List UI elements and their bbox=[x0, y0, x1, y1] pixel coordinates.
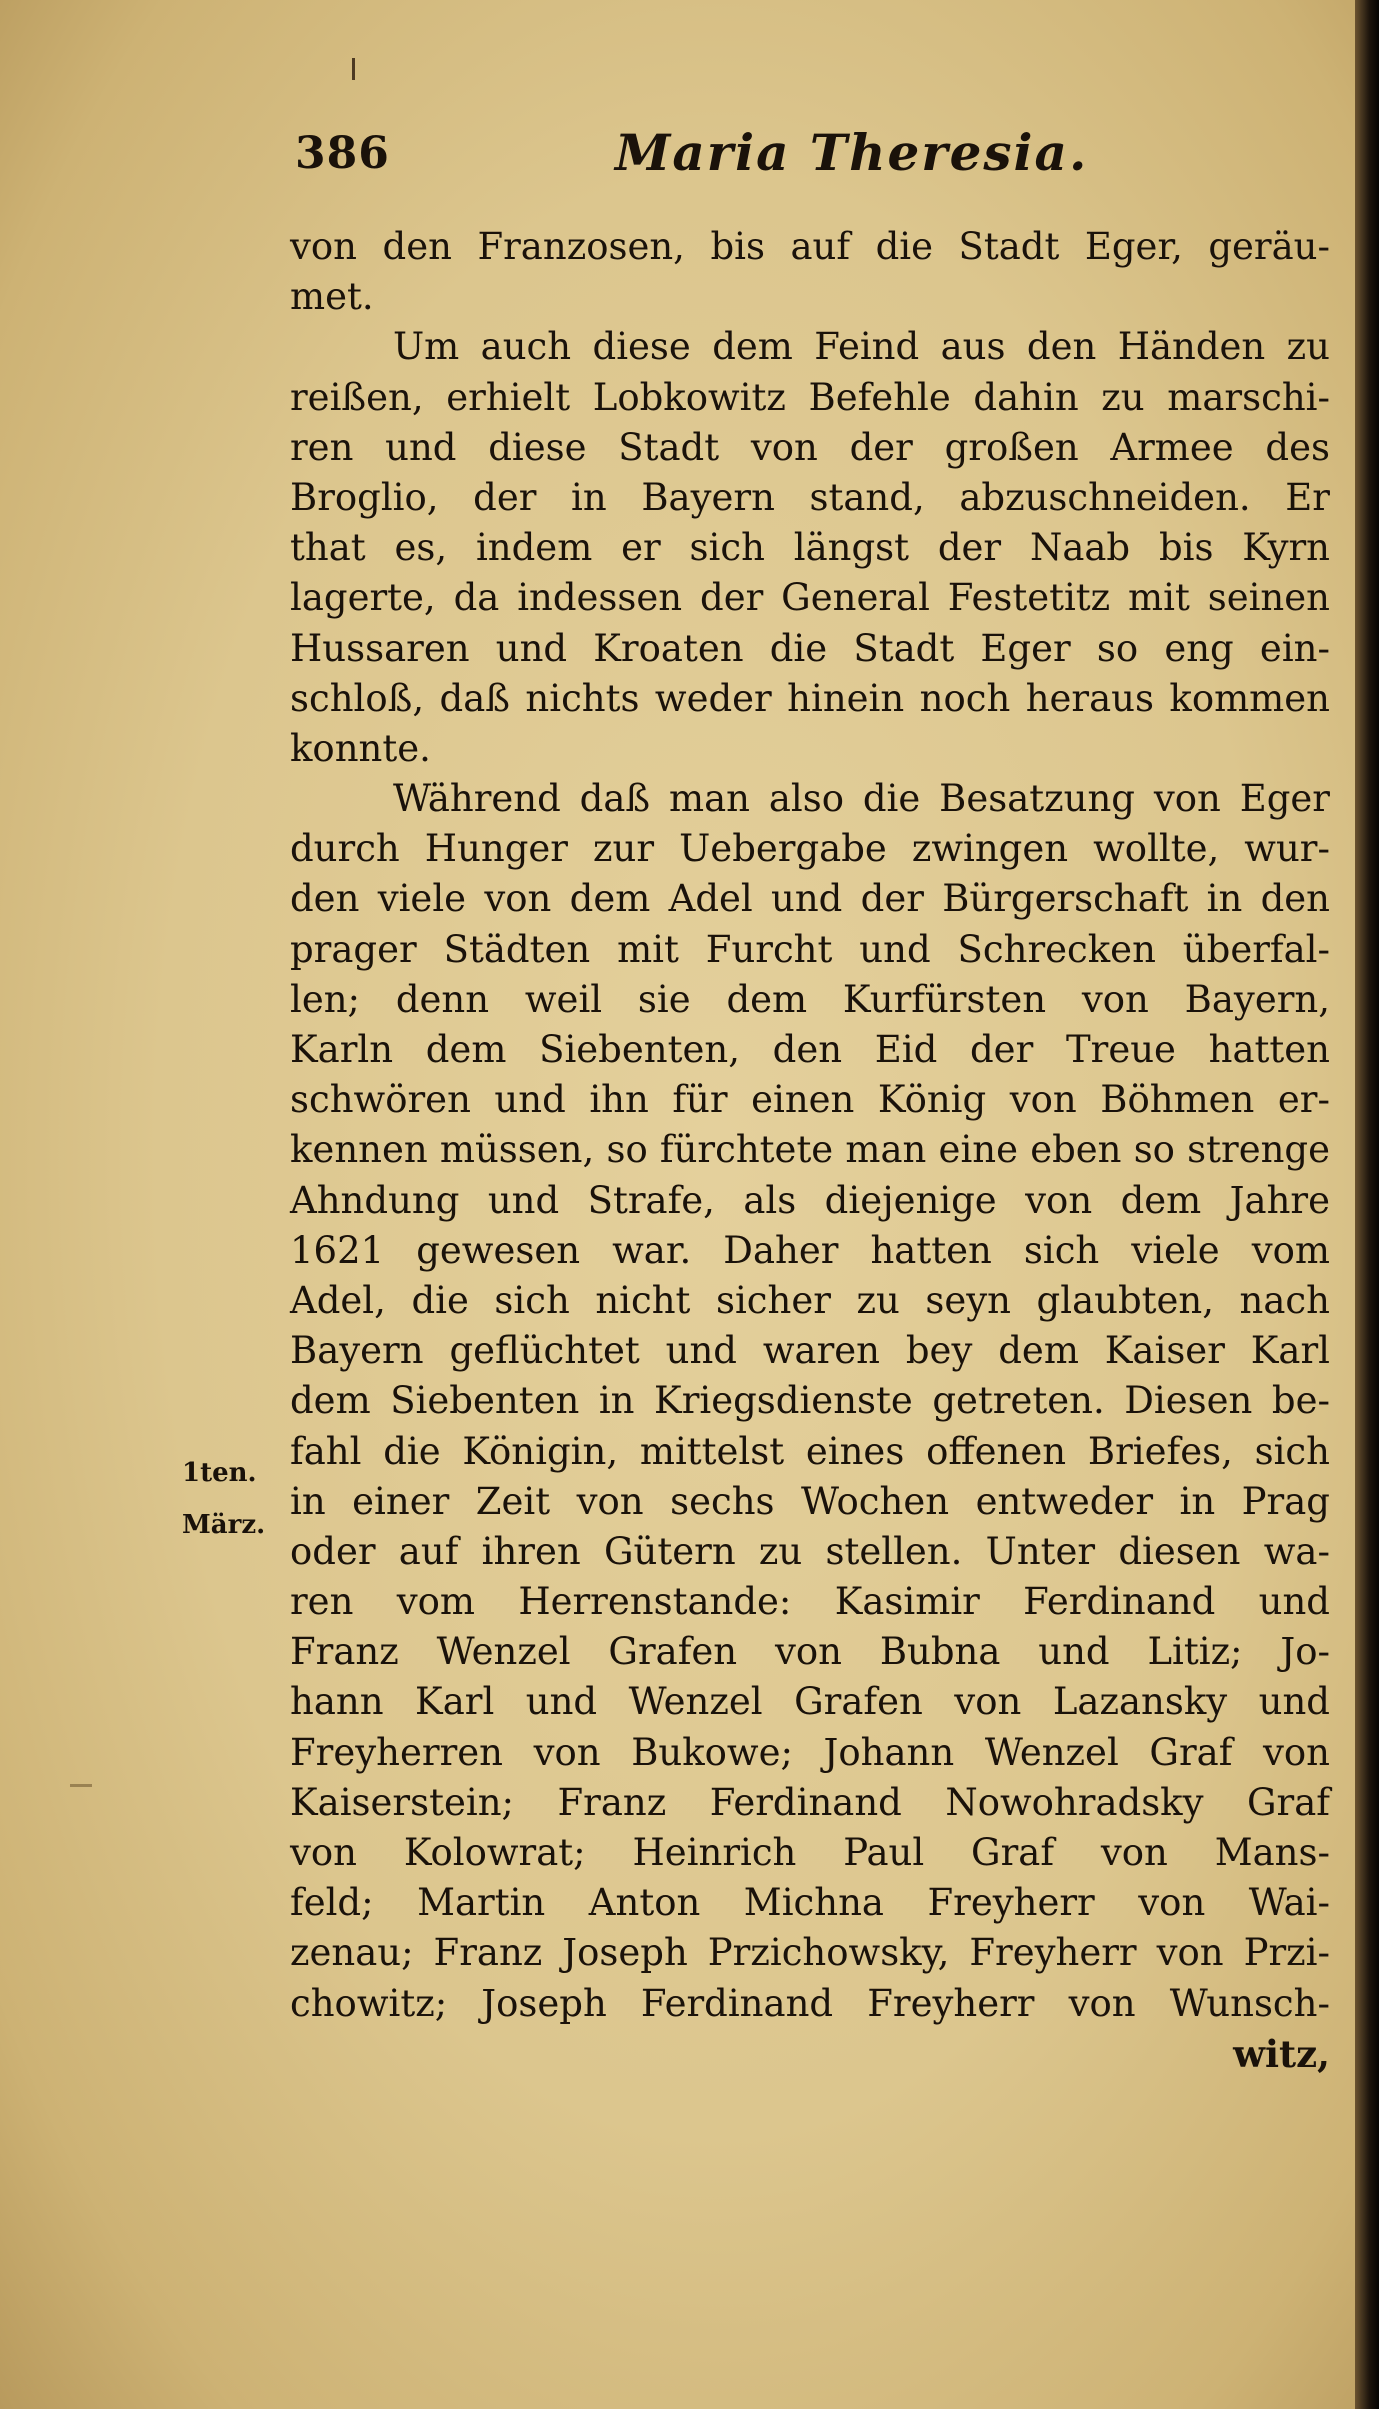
text-line: Karln dem Siebenten, den Eid der Treue hatten bbox=[290, 1028, 1330, 1071]
marginal-note-month: März. bbox=[182, 1510, 266, 1540]
text-line: met. bbox=[290, 275, 374, 319]
text-line: Franz Wenzel Grafen von Bubna und Litiz; Jo- bbox=[290, 1630, 1330, 1674]
text-line: hann Karl und Wenzel Grafen von Lazansky und bbox=[290, 1680, 1330, 1724]
text-line: 1621 gewesen war. Daher hatten sich viele vom bbox=[290, 1228, 1330, 1272]
text-line: Freyherren von Bukowe; Johann Wenzel Graf von bbox=[290, 1730, 1330, 1774]
text-line: reißen, erhielt Lobkowitz Befehle dahin zu marschi- bbox=[290, 375, 1330, 419]
text-line: Kaiserstein; Franz Ferdinand Nowohradsky Graf bbox=[290, 1780, 1330, 1824]
text-line: schloß, daß nichts weder hinein noch heraus kommen bbox=[290, 676, 1330, 720]
text-line: von Kolowrat; Heinrich Paul Graf von Mans- bbox=[290, 1831, 1330, 1874]
running-title: Maria Theresia. bbox=[615, 123, 1089, 182]
text-line: feld; Martin Anton Michna Freyherr von Wai- bbox=[290, 1881, 1330, 1925]
text-line: Hussaren und Kroaten die Stadt Eger so eng ein- bbox=[290, 626, 1330, 670]
text-line: durch Hunger zur Uebergabe zwingen wollte, wur- bbox=[290, 827, 1330, 871]
catchword: witz, bbox=[1233, 2031, 1330, 2076]
ink-mark bbox=[352, 58, 355, 80]
text-line: ren und diese Stadt von der großen Armee des bbox=[290, 425, 1330, 469]
text-line: oder auf ihren Gütern zu stellen. Unter diesen wa- bbox=[290, 1529, 1330, 1573]
text-line: Bayern geflüchtet und waren bey dem Kaiser Karl bbox=[290, 1329, 1330, 1373]
body-text bbox=[290, 222, 1330, 2079]
text-line: dem Siebenten in Kriegsdienste getreten. Diesen be- bbox=[290, 1379, 1330, 1423]
margin-mark bbox=[70, 1784, 92, 1787]
text-line: kennen müssen, so fürchtete man eine eben so strenge bbox=[290, 1128, 1330, 1172]
book-spine-shadow bbox=[1355, 0, 1379, 2409]
page-number: 386 bbox=[295, 128, 390, 179]
text-line: Während daß man also die Besatzung von Eger bbox=[393, 777, 1330, 821]
text-line: lagerte, da indessen der General Festetitz mit seinen bbox=[290, 576, 1330, 620]
text-line: schwören und ihn für einen König von Böhmen er- bbox=[290, 1078, 1330, 1122]
text-line: len; denn weil sie dem Kurfürsten von Bayern, bbox=[290, 977, 1330, 1021]
text-line: fahl die Königin, mittelst eines offenen Briefes, sich bbox=[290, 1429, 1330, 1473]
text-line: Ahndung und Strafe, als diejenige von dem Jahre bbox=[290, 1178, 1330, 1222]
text-line: Broglio, der in Bayern stand, abzuschneiden. Er bbox=[290, 475, 1330, 519]
text-line: den viele von dem Adel und der Bürgerschaft in den bbox=[290, 877, 1330, 921]
marginal-note-day: 1ten. bbox=[182, 1458, 257, 1488]
text-line: von den Franzosen, bis auf die Stadt Eger, geräu- bbox=[290, 225, 1330, 268]
text-line: prager Städten mit Furcht und Schrecken überfal- bbox=[290, 927, 1330, 971]
text-line: konnte. bbox=[290, 726, 431, 770]
text-line: Um auch diese dem Feind aus den Händen zu bbox=[393, 325, 1330, 369]
text-line: that es, indem er sich längst der Naab bis Kyrn bbox=[290, 526, 1330, 570]
text-line: in einer Zeit von sechs Wochen entweder in Prag bbox=[290, 1479, 1330, 1523]
text-line: zenau; Franz Joseph Przichowsky, Freyherr von Przi- bbox=[290, 1931, 1330, 1975]
text-line: chowitz; Joseph Ferdinand Freyherr von Wunsch- bbox=[290, 1981, 1330, 2025]
text-line: Adel, die sich nicht sicher zu seyn glaubten, nach bbox=[290, 1278, 1330, 1322]
text-line: ren vom Herrenstande: Kasimir Ferdinand und bbox=[290, 1580, 1330, 1624]
